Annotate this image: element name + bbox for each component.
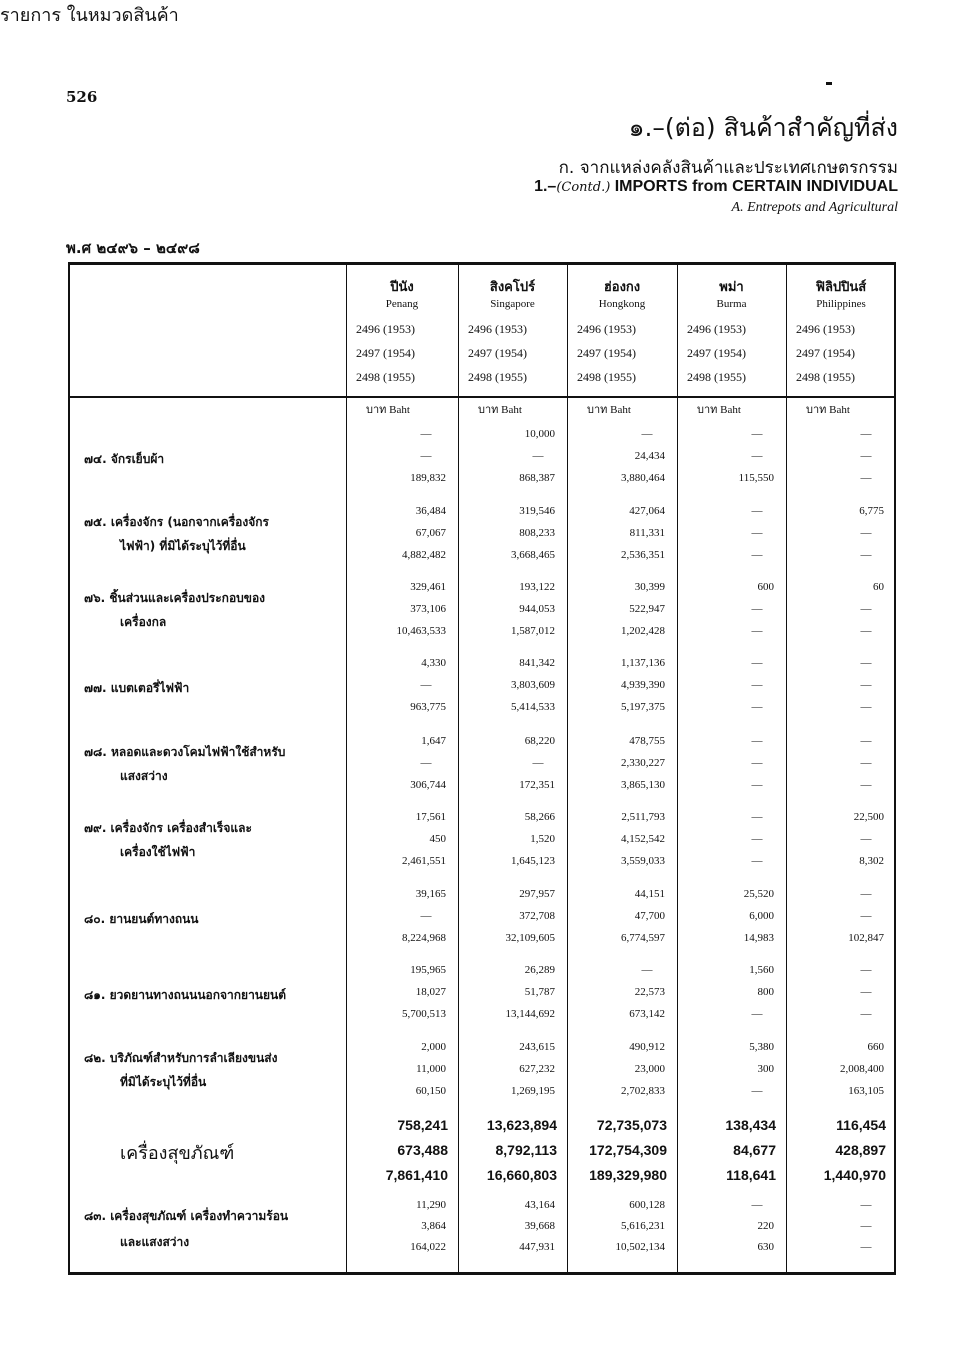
cell-value: — [860, 888, 872, 900]
year-label: 2496 (1953) [356, 322, 415, 336]
cell-value: 11,000 [416, 1063, 446, 1075]
group-total-value: 8,792,113 [495, 1142, 557, 1158]
table-left-rule [68, 262, 70, 1272]
cell-value: — [751, 735, 763, 747]
cell-value: — [751, 701, 763, 713]
item-label: ที่มิได้ระบุไว้ที่อื่น [120, 1075, 207, 1089]
country-name-thai: สิงคโปร์ [489, 280, 536, 295]
year-label: 2498 (1955) [577, 370, 636, 384]
cell-value: 4,152,542 [621, 833, 665, 845]
cell-value: 1,137,136 [621, 657, 665, 669]
page-title-thai: ๑.–(ต่อ) สินค้าสำคัญที่ส่ง [628, 113, 898, 142]
cell-value: 172,351 [519, 779, 555, 791]
cell-value: — [420, 757, 432, 769]
group-total-value: 84,677 [733, 1142, 776, 1158]
cell-value: — [532, 757, 544, 769]
cell-value: 963,775 [410, 701, 446, 713]
year-label: 2497 (1954) [577, 346, 636, 360]
year-label: 2497 (1954) [356, 346, 415, 360]
cell-value: 673,142 [629, 1008, 665, 1020]
item-label: และแสงสว่าง [120, 1235, 190, 1249]
group-total-value: 116,454 [836, 1117, 886, 1133]
cell-value: — [420, 679, 432, 691]
group-total-value: 118,641 [726, 1167, 776, 1183]
cell-value: 3,880,464 [621, 472, 665, 484]
country-name-english: Burma [716, 298, 747, 310]
unit-label: บาท Baht [587, 404, 631, 416]
cell-value: 5,616,231 [621, 1220, 665, 1232]
country-name-thai: ฟิลิปปินส์ [815, 280, 867, 295]
page-number: 526 [66, 88, 98, 106]
unit-label: บาท Baht [697, 404, 741, 416]
cell-value: — [751, 1085, 763, 1097]
cell-value: — [751, 657, 763, 669]
cell-value: 10,463,533 [396, 625, 446, 637]
cell-value: 2,000 [421, 1041, 446, 1053]
group-total-value: 172,754,309 [589, 1142, 667, 1158]
group-total-value: 13,623,894 [486, 1117, 557, 1133]
cell-value: — [420, 428, 432, 440]
cell-value: — [860, 1220, 872, 1232]
year-label: 2496 (1953) [796, 322, 855, 336]
cell-value: 43,164 [524, 1199, 555, 1211]
cell-value: 808,233 [519, 527, 555, 539]
unit-label: บาท Baht [478, 404, 522, 416]
item-label: ๗๖. ชิ้นส่วนและเครื่องประกอบของ [84, 591, 266, 605]
title-en-main: IMPORTS from CERTAIN INDIVIDUAL [614, 178, 898, 195]
year-label: 2498 (1955) [687, 370, 746, 384]
table-top-rule [68, 262, 896, 265]
cell-value: — [860, 779, 872, 791]
year-label: 2497 (1954) [796, 346, 855, 360]
cell-value: — [860, 450, 872, 462]
cell-value: — [751, 625, 763, 637]
cell-value: — [860, 1008, 872, 1020]
cell-value: 4,939,390 [621, 679, 665, 691]
item-label: เครื่องใช้ไฟฟ้า [120, 845, 196, 859]
cell-value: — [641, 964, 653, 976]
cell-value: — [751, 855, 763, 867]
item-label: เครื่องกล [120, 615, 167, 629]
cell-value: — [860, 986, 872, 998]
year-label: 2498 (1955) [468, 370, 527, 384]
table-right-rule [894, 262, 896, 1275]
year-label: 2497 (1954) [468, 346, 527, 360]
page-subtitle-thai: ก. จากแหล่งคลังสินค้าและประเทศเกษตรกรรม [558, 158, 898, 178]
item-label: ๘๓. เครื่องสุขภัณฑ์ เครื่องทำความร้อน [84, 1209, 289, 1223]
cell-value: 193,122 [519, 581, 555, 593]
cell-value: 600,128 [629, 1199, 665, 1211]
group-total-value: 72,735,073 [596, 1117, 667, 1133]
cell-value: 447,931 [519, 1241, 555, 1253]
cell-value: — [751, 450, 763, 462]
cell-value: 811,331 [629, 527, 665, 539]
cell-value: — [860, 625, 872, 637]
cell-value: 23,000 [634, 1063, 665, 1075]
cell-value: — [751, 603, 763, 615]
cell-value: 3,559,033 [621, 855, 665, 867]
cell-value: — [860, 757, 872, 769]
group-total-value: 189,329,980 [589, 1167, 667, 1183]
cell-value: 39,668 [524, 1220, 555, 1232]
items-header: รายการ ในหมวดสินค้า [0, 5, 179, 26]
unit-label: บาท Baht [366, 404, 410, 416]
cell-value: 44,151 [634, 888, 665, 900]
item-label: ๗๗. แบตเตอรี่ไฟฟ้า [84, 681, 190, 695]
cell-value: 522,947 [629, 603, 665, 615]
item-label: ไฟฟ้า) ที่มิได้ระบุไว้ที่อื่น [120, 539, 246, 553]
cell-value: 2,702,833 [621, 1085, 665, 1097]
country-name-thai: ปีนัง [390, 280, 414, 295]
cell-value: — [860, 833, 872, 845]
cell-value: 51,787 [524, 986, 555, 998]
cell-value: 800 [757, 986, 774, 998]
unit-label: บาท Baht [806, 404, 850, 416]
cell-value: — [860, 428, 872, 440]
item-label: ๗๘. หลอดและดวงโคมไฟฟ้าใช้สำหรับ [84, 745, 286, 759]
cell-value: — [860, 527, 872, 539]
cell-value: 1,269,195 [511, 1085, 555, 1097]
item-label: ๗๕. เครื่องจักร (นอกจากเครื่องจักร [84, 515, 269, 529]
year-label: 2497 (1954) [687, 346, 746, 360]
cell-value: 47,700 [634, 910, 665, 922]
cell-value: 10,000 [524, 428, 555, 440]
page-title-english [534, 178, 898, 196]
cell-value: 300 [757, 1063, 774, 1075]
title-en-prefix: 1.– [534, 178, 557, 195]
cell-value: — [860, 910, 872, 922]
cell-value: — [751, 1199, 763, 1211]
item-label: ๗๔. จักรเย็บผ้า [84, 452, 165, 466]
cell-value: 1,202,428 [621, 625, 665, 637]
cell-value: 944,053 [519, 603, 555, 615]
cell-value: 115,550 [738, 472, 774, 484]
cell-value: 14,983 [743, 932, 774, 944]
cell-value: 2,461,551 [402, 855, 446, 867]
cell-value: 630 [757, 1241, 774, 1253]
item-label: แสงสว่าง [120, 769, 168, 783]
item-label: ๗๙. เครื่องจักร เครื่องสำเร็จและ [84, 821, 252, 835]
cell-value: — [420, 450, 432, 462]
cell-value: 427,064 [629, 505, 665, 517]
cell-value: 18,027 [415, 986, 446, 998]
cell-value: 4,330 [421, 657, 446, 669]
cell-value: 490,912 [629, 1041, 665, 1053]
title-en-contd: (Contd.) [556, 180, 611, 195]
cell-value: — [860, 549, 872, 561]
cell-value: — [641, 428, 653, 440]
cell-value: 25,520 [743, 888, 774, 900]
cell-value: 1,520 [530, 833, 555, 845]
cell-value: — [420, 910, 432, 922]
cell-value: 11,290 [416, 1199, 446, 1211]
cell-value: 372,708 [519, 910, 555, 922]
item-label: ๘๐. ยานยนต์ทางถนน [84, 912, 199, 926]
cell-value: 1,560 [749, 964, 774, 976]
item-label: ๘๒. บริภัณฑ์สำหรับการลำเลียงขนส่ง [84, 1051, 278, 1065]
cell-value: 8,224,968 [402, 932, 446, 944]
cell-value: 1,587,012 [511, 625, 555, 637]
cell-value: — [860, 679, 872, 691]
cell-value: 306,744 [410, 779, 446, 791]
cell-value: — [751, 779, 763, 791]
year-label: 2498 (1955) [796, 370, 855, 384]
group-total-value: 16,660,803 [486, 1167, 557, 1183]
cell-value: 220 [757, 1220, 774, 1232]
cell-value: 627,232 [519, 1063, 555, 1075]
cell-value: 36,484 [415, 505, 446, 517]
cell-value: 13,144,692 [505, 1008, 555, 1020]
cell-value: — [751, 549, 763, 561]
cell-value: 3,803,609 [511, 679, 555, 691]
cell-value: 2,511,793 [621, 811, 665, 823]
cell-value: — [751, 1008, 763, 1020]
cell-value: 2,330,227 [621, 757, 665, 769]
table-bottom-rule [68, 1272, 896, 1275]
cell-value: 163,105 [848, 1085, 884, 1097]
country-name-english: Singapore [490, 298, 535, 310]
cell-value: 10,502,134 [615, 1241, 665, 1253]
cell-value: — [751, 505, 763, 517]
cell-value: 17,561 [415, 811, 446, 823]
page-subtitle-english: A. Entrepots and Agricultural [731, 200, 898, 215]
country-name-thai: ฮ่องกง [603, 280, 641, 295]
cell-value: 32,109,605 [505, 932, 555, 944]
cell-value: 189,832 [410, 472, 446, 484]
cell-value: 1,647 [421, 735, 446, 747]
cell-value: 195,965 [410, 964, 446, 976]
print-mark [826, 82, 832, 85]
cell-value: — [860, 1241, 872, 1253]
cell-value: — [860, 1199, 872, 1211]
cell-value: 68,220 [524, 735, 555, 747]
cell-value: 6,775 [859, 505, 884, 517]
cell-value: 58,266 [524, 811, 555, 823]
cell-value: — [751, 428, 763, 440]
cell-value: 868,387 [519, 472, 555, 484]
cell-value: 5,197,375 [621, 701, 665, 713]
year-label: 2496 (1953) [468, 322, 527, 336]
cell-value: 22,573 [634, 986, 665, 998]
group-total-value: 673,488 [397, 1142, 448, 1158]
cell-value: 2,008,400 [840, 1063, 884, 1075]
cell-value: 2,536,351 [621, 549, 665, 561]
country-name-english: Hongkong [598, 298, 646, 310]
cell-value: 22,500 [853, 811, 884, 823]
cell-value: 67,067 [415, 527, 446, 539]
cell-value: 164,022 [410, 1241, 446, 1253]
cell-value: 24,434 [634, 450, 665, 462]
cell-value: 5,700,513 [402, 1008, 446, 1020]
cell-value: — [532, 450, 544, 462]
cell-value: 30,399 [634, 581, 665, 593]
group-total-value: 428,897 [835, 1142, 886, 1158]
cell-value: 6,000 [749, 910, 774, 922]
cell-value: — [751, 833, 763, 845]
year-label: 2498 (1955) [356, 370, 415, 384]
cell-value: 329,461 [410, 581, 446, 593]
cell-value: 60 [873, 581, 884, 593]
cell-value: 3,668,465 [511, 549, 555, 561]
cell-value: 5,414,533 [511, 701, 555, 713]
country-name-english: Philippines [816, 298, 866, 310]
cell-value: 26,289 [524, 964, 555, 976]
cell-value: — [751, 811, 763, 823]
cell-value: 4,882,482 [402, 549, 446, 561]
cell-value: 6,774,597 [621, 932, 665, 944]
cell-value: — [751, 757, 763, 769]
cell-value: — [860, 735, 872, 747]
cell-value: — [860, 964, 872, 976]
cell-value: — [860, 472, 872, 484]
group-total-value: 138,434 [725, 1117, 776, 1133]
cell-value: 5,380 [749, 1041, 774, 1053]
cell-value: — [751, 679, 763, 691]
cell-value: 1,645,123 [511, 855, 555, 867]
year-label: 2496 (1953) [687, 322, 746, 336]
year-label: 2496 (1953) [577, 322, 636, 336]
cell-value: 373,106 [410, 603, 446, 615]
cell-value: 600 [757, 581, 774, 593]
cell-value: 450 [429, 833, 446, 845]
cell-value: 8,302 [859, 855, 884, 867]
cell-value: 660 [867, 1041, 884, 1053]
year-range: พ.ศ ๒๔๙๖ – ๒๔๙๘ [66, 239, 200, 257]
cell-value: 319,546 [519, 505, 555, 517]
country-name-english: Penang [385, 298, 419, 310]
cell-value: 39,165 [415, 888, 446, 900]
cell-value: — [860, 603, 872, 615]
group-total-value: 1,440,970 [823, 1167, 886, 1183]
country-name-thai: พม่า [719, 280, 744, 295]
header-bottom-rule [68, 396, 896, 398]
cell-value: — [860, 657, 872, 669]
cell-value: 3,864 [421, 1220, 446, 1232]
group-total-value: 7,861,410 [385, 1167, 448, 1183]
cell-value: 841,342 [519, 657, 555, 669]
cell-value: 243,615 [519, 1041, 555, 1053]
group-total-label: เครื่องสุขภัณฑ์ [120, 1143, 235, 1164]
cell-value: 3,865,130 [621, 779, 665, 791]
group-total-value: 758,241 [397, 1117, 448, 1133]
cell-value: 297,957 [519, 888, 555, 900]
cell-value: — [860, 701, 872, 713]
cell-value: — [751, 527, 763, 539]
cell-value: 478,755 [629, 735, 665, 747]
cell-value: 60,150 [415, 1085, 446, 1097]
cell-value: 102,847 [848, 932, 884, 944]
item-label: ๘๑. ยวดยานทางถนนนอกจากยานยนต์ [84, 988, 287, 1002]
